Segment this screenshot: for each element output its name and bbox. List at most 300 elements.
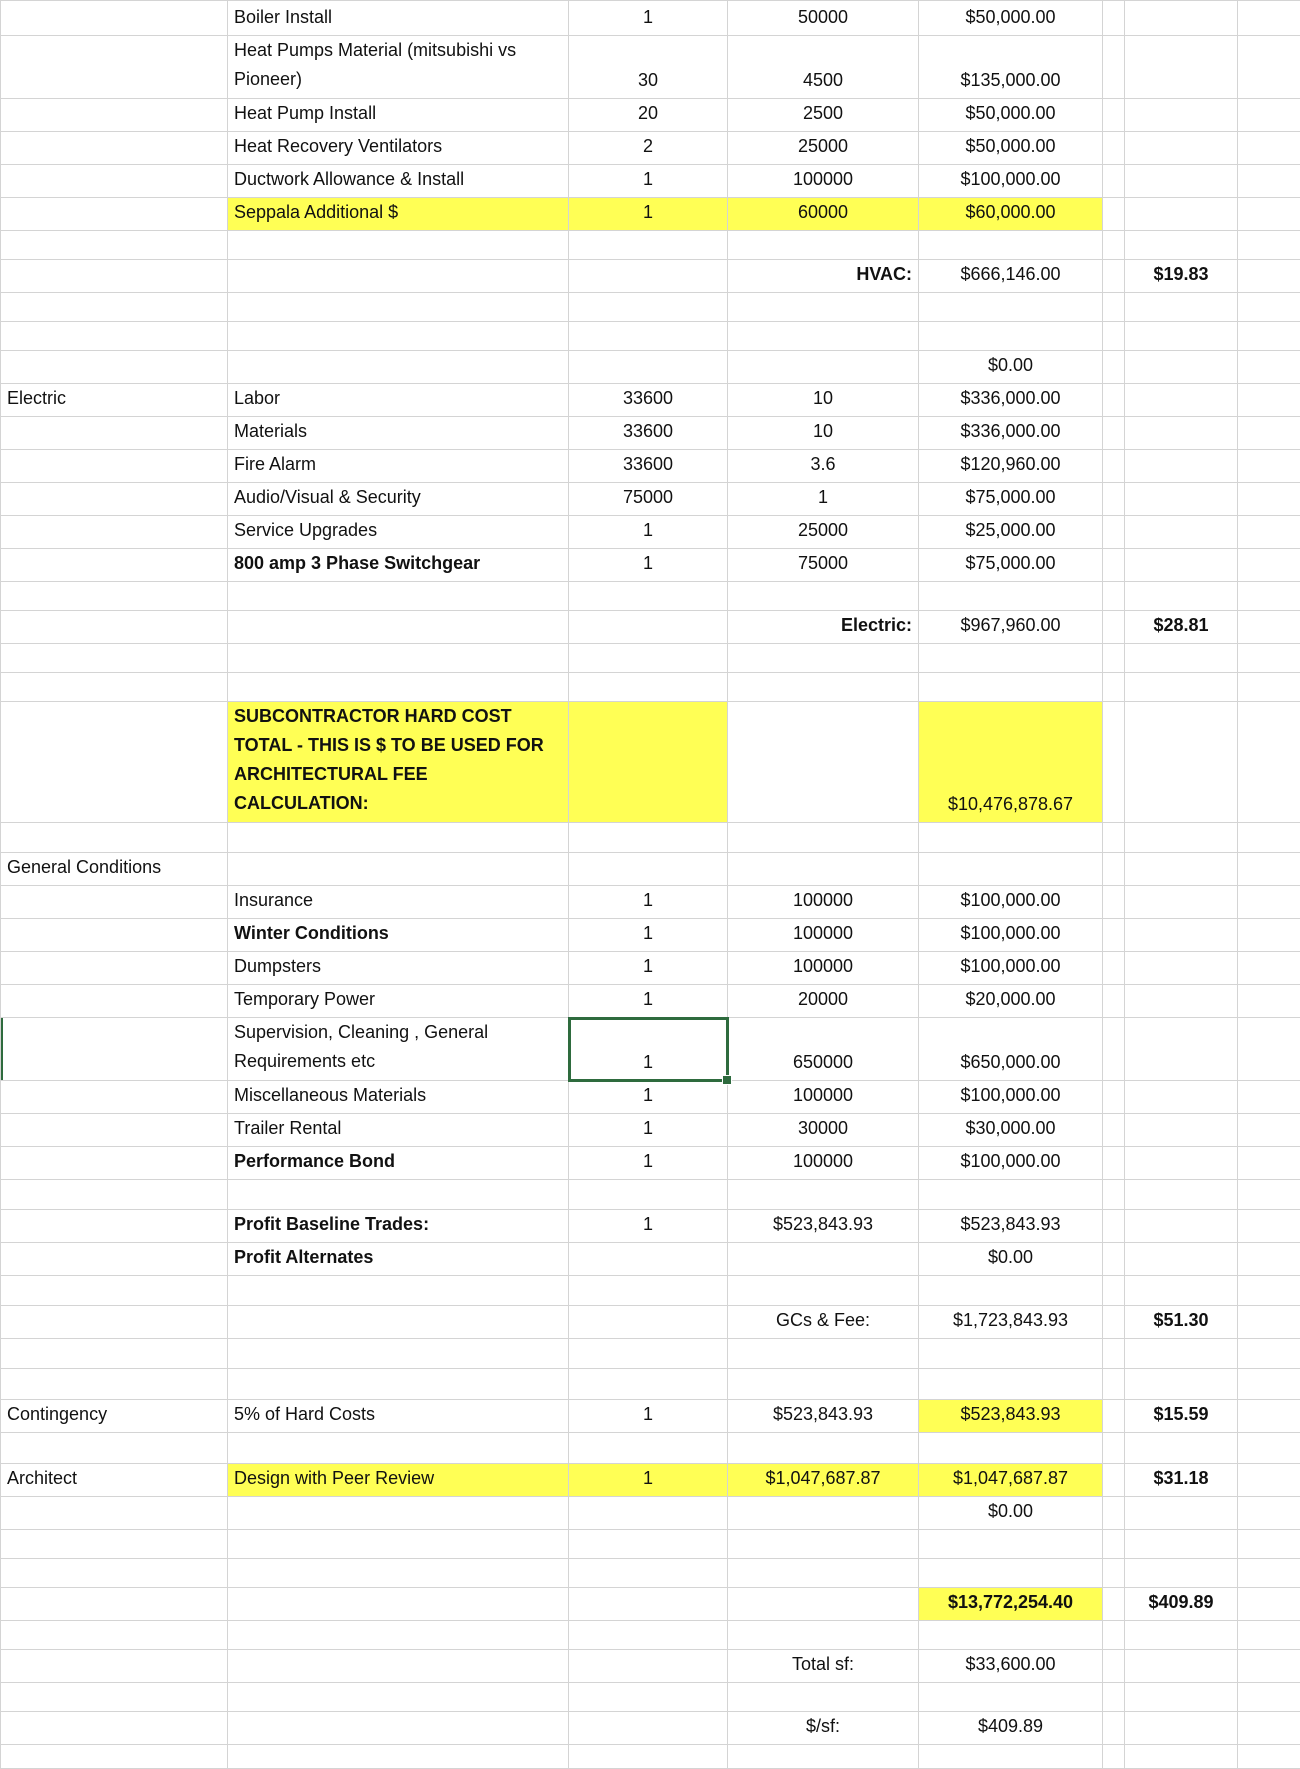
cell-h[interactable] <box>1238 450 1300 483</box>
cell-g[interactable] <box>1125 886 1238 919</box>
cell-g[interactable] <box>1125 644 1238 673</box>
cell-a[interactable] <box>1 823 228 853</box>
cell-c[interactable]: 20 <box>569 99 728 132</box>
cell-f[interactable] <box>1103 823 1125 853</box>
cell-a[interactable] <box>1 1588 228 1621</box>
cell-h[interactable] <box>1238 483 1300 516</box>
cell-d[interactable]: 4500 <box>728 36 919 99</box>
cell-e[interactable]: $75,000.00 <box>919 549 1103 582</box>
cell-a[interactable] <box>1 673 228 702</box>
cell-e[interactable]: $100,000.00 <box>919 1147 1103 1180</box>
cell-b[interactable] <box>228 1588 569 1621</box>
cell-c[interactable] <box>569 293 728 322</box>
cell-b[interactable] <box>228 1712 569 1745</box>
cell-g[interactable] <box>1125 1114 1238 1147</box>
cell-g[interactable] <box>1125 919 1238 952</box>
cell-d[interactable]: 3.6 <box>728 450 919 483</box>
cell-d[interactable] <box>728 673 919 702</box>
cell-g[interactable] <box>1125 1369 1238 1400</box>
cell-f[interactable] <box>1103 673 1125 702</box>
cell-e[interactable]: $100,000.00 <box>919 165 1103 198</box>
cell-b[interactable]: Design with Peer Review <box>228 1464 569 1497</box>
cell-a[interactable]: Architect <box>1 1464 228 1497</box>
cell-d[interactable] <box>728 1559 919 1588</box>
cell-b[interactable]: 800 amp 3 Phase Switchgear <box>228 549 569 582</box>
cell-e[interactable]: $10,476,878.67 <box>919 702 1103 823</box>
cell-c[interactable] <box>569 702 728 823</box>
cell-a[interactable] <box>1 1018 228 1081</box>
cell-a[interactable] <box>1 1712 228 1745</box>
cell-d[interactable]: 75000 <box>728 549 919 582</box>
cell-e[interactable]: $100,000.00 <box>919 886 1103 919</box>
cell-h[interactable] <box>1238 516 1300 549</box>
cell-d[interactable]: $523,843.93 <box>728 1210 919 1243</box>
cell-c[interactable] <box>569 1433 728 1464</box>
cell-d[interactable]: 25000 <box>728 132 919 165</box>
cell-e[interactable]: $336,000.00 <box>919 417 1103 450</box>
cell-a[interactable] <box>1 99 228 132</box>
cell-a[interactable] <box>1 1339 228 1369</box>
cell-e[interactable] <box>919 1559 1103 1588</box>
cell-d[interactable]: 2500 <box>728 99 919 132</box>
cell-e[interactable]: $100,000.00 <box>919 919 1103 952</box>
cell-f[interactable] <box>1103 384 1125 417</box>
cell-g[interactable] <box>1125 384 1238 417</box>
cell-f[interactable] <box>1103 1018 1125 1081</box>
cell-b[interactable] <box>228 1339 569 1369</box>
cell-d[interactable] <box>728 1339 919 1369</box>
cell-b[interactable] <box>228 582 569 611</box>
cell-g[interactable] <box>1125 1559 1238 1588</box>
cell-h[interactable] <box>1238 1210 1300 1243</box>
cell-b[interactable]: Profit Baseline Trades: <box>228 1210 569 1243</box>
cell-b[interactable] <box>228 1276 569 1306</box>
cell-b[interactable] <box>228 1559 569 1588</box>
cell-h[interactable] <box>1238 293 1300 322</box>
cell-c[interactable] <box>569 1683 728 1712</box>
cell-b[interactable]: SUBCONTRACTOR HARD COST TOTAL - THIS IS $ TO BE USED FOR ARCHITECTURAL FEE CALCULATION: <box>228 702 569 823</box>
cell-g[interactable] <box>1125 1621 1238 1650</box>
cell-b[interactable] <box>228 673 569 702</box>
cell-e[interactable]: $50,000.00 <box>919 132 1103 165</box>
cell-d[interactable]: 10 <box>728 384 919 417</box>
cell-d[interactable] <box>728 853 919 886</box>
cell-e[interactable]: $1,047,687.87 <box>919 1464 1103 1497</box>
cell-g[interactable] <box>1125 1243 1238 1276</box>
cell-e[interactable]: $25,000.00 <box>919 516 1103 549</box>
cell-h[interactable] <box>1238 1276 1300 1306</box>
cell-e[interactable] <box>919 293 1103 322</box>
cell-f[interactable] <box>1103 198 1125 231</box>
cell-c[interactable] <box>569 1650 728 1683</box>
cell-b[interactable] <box>228 351 569 384</box>
cell-h[interactable] <box>1238 644 1300 673</box>
cell-f[interactable] <box>1103 853 1125 886</box>
cell-b[interactable]: Performance Bond <box>228 1147 569 1180</box>
cell-f[interactable] <box>1103 1621 1125 1650</box>
cell-c[interactable]: 1 <box>569 1464 728 1497</box>
cell-a[interactable] <box>1 1497 228 1530</box>
cell-f[interactable] <box>1103 1114 1125 1147</box>
cell-e[interactable] <box>919 1276 1103 1306</box>
cell-d[interactable]: HVAC: <box>728 260 919 293</box>
cell-e[interactable]: $0.00 <box>919 351 1103 384</box>
cell-f[interactable] <box>1103 644 1125 673</box>
cell-c[interactable]: 1 <box>569 198 728 231</box>
cell-a[interactable] <box>1 611 228 644</box>
cell-a[interactable] <box>1 1210 228 1243</box>
cell-e[interactable] <box>919 853 1103 886</box>
cell-a[interactable] <box>1 1559 228 1588</box>
cell-b[interactable] <box>228 1530 569 1559</box>
cell-f[interactable] <box>1103 1276 1125 1306</box>
cell-f[interactable] <box>1103 611 1125 644</box>
cell-e[interactable]: $13,772,254.40 <box>919 1588 1103 1621</box>
cell-c[interactable]: 30 <box>569 36 728 99</box>
cell-c[interactable] <box>569 853 728 886</box>
cell-c[interactable] <box>569 1559 728 1588</box>
cell-e[interactable] <box>919 1745 1103 1769</box>
cell-d[interactable]: 60000 <box>728 198 919 231</box>
cell-e[interactable]: $666,146.00 <box>919 260 1103 293</box>
cell-b[interactable] <box>228 823 569 853</box>
cell-a[interactable] <box>1 1276 228 1306</box>
cell-f[interactable] <box>1103 417 1125 450</box>
cell-h[interactable] <box>1238 549 1300 582</box>
cell-b[interactable]: Labor <box>228 384 569 417</box>
cell-h[interactable] <box>1238 1018 1300 1081</box>
cell-h[interactable] <box>1238 231 1300 260</box>
cell-g[interactable] <box>1125 1210 1238 1243</box>
cell-c[interactable] <box>569 1745 728 1769</box>
cell-c[interactable]: 1 <box>569 1210 728 1243</box>
cell-g[interactable] <box>1125 198 1238 231</box>
cell-e[interactable]: $75,000.00 <box>919 483 1103 516</box>
cell-b[interactable] <box>228 1745 569 1769</box>
cell-c[interactable] <box>569 322 728 351</box>
cell-b[interactable]: Seppala Additional $ <box>228 198 569 231</box>
cell-e[interactable]: $967,960.00 <box>919 611 1103 644</box>
cell-h[interactable] <box>1238 1497 1300 1530</box>
cell-h[interactable] <box>1238 1745 1300 1769</box>
cell-f[interactable] <box>1103 1559 1125 1588</box>
cell-a[interactable] <box>1 132 228 165</box>
cell-c[interactable] <box>569 1243 728 1276</box>
cell-f[interactable] <box>1103 1306 1125 1339</box>
cell-a[interactable] <box>1 1433 228 1464</box>
cell-f[interactable] <box>1103 132 1125 165</box>
cell-f[interactable] <box>1103 1683 1125 1712</box>
cell-a[interactable] <box>1 165 228 198</box>
cell-e[interactable] <box>919 582 1103 611</box>
cell-b[interactable] <box>228 293 569 322</box>
cell-d[interactable] <box>728 1369 919 1400</box>
cell-g[interactable] <box>1125 1018 1238 1081</box>
cell-f[interactable] <box>1103 322 1125 351</box>
cell-f[interactable] <box>1103 1210 1125 1243</box>
cell-b[interactable]: Boiler Install <box>228 1 569 36</box>
cell-h[interactable] <box>1238 1433 1300 1464</box>
cell-f[interactable] <box>1103 1147 1125 1180</box>
cell-a[interactable] <box>1 1306 228 1339</box>
cell-h[interactable] <box>1238 198 1300 231</box>
cell-g[interactable] <box>1125 351 1238 384</box>
cell-c[interactable] <box>569 673 728 702</box>
cell-h[interactable] <box>1238 1588 1300 1621</box>
cell-d[interactable] <box>728 293 919 322</box>
cell-a[interactable] <box>1 1683 228 1712</box>
cell-h[interactable] <box>1238 351 1300 384</box>
cell-e[interactable]: $60,000.00 <box>919 198 1103 231</box>
cell-d[interactable] <box>728 322 919 351</box>
cell-g[interactable] <box>1125 1650 1238 1683</box>
cell-d[interactable]: 50000 <box>728 1 919 36</box>
cell-b[interactable]: Insurance <box>228 886 569 919</box>
cell-b[interactable]: Fire Alarm <box>228 450 569 483</box>
cell-c[interactable] <box>569 1306 728 1339</box>
cell-h[interactable] <box>1238 582 1300 611</box>
cell-e[interactable] <box>919 823 1103 853</box>
cell-c[interactable]: 1 <box>569 1 728 36</box>
cell-f[interactable] <box>1103 919 1125 952</box>
cell-f[interactable] <box>1103 1497 1125 1530</box>
cell-g[interactable] <box>1125 549 1238 582</box>
cell-g[interactable] <box>1125 952 1238 985</box>
cell-e[interactable] <box>919 1621 1103 1650</box>
cell-d[interactable]: Electric: <box>728 611 919 644</box>
cell-h[interactable] <box>1238 886 1300 919</box>
cell-a[interactable] <box>1 549 228 582</box>
cell-b[interactable]: 5% of Hard Costs <box>228 1400 569 1433</box>
cell-a[interactable] <box>1 293 228 322</box>
cell-e[interactable]: $336,000.00 <box>919 384 1103 417</box>
cell-f[interactable] <box>1103 516 1125 549</box>
cell-h[interactable] <box>1238 1147 1300 1180</box>
cell-e[interactable]: $409.89 <box>919 1712 1103 1745</box>
cell-c[interactable]: 1 <box>569 1400 728 1433</box>
cell-d[interactable]: 20000 <box>728 985 919 1018</box>
cell-f[interactable] <box>1103 1588 1125 1621</box>
cell-h[interactable] <box>1238 1369 1300 1400</box>
cell-f[interactable] <box>1103 1650 1125 1683</box>
cell-d[interactable] <box>728 351 919 384</box>
cell-d[interactable] <box>728 1745 919 1769</box>
cell-d[interactable] <box>728 1683 919 1712</box>
cell-c[interactable] <box>569 582 728 611</box>
cell-c[interactable]: 1 <box>569 165 728 198</box>
cell-a[interactable] <box>1 483 228 516</box>
cell-b[interactable] <box>228 1683 569 1712</box>
cell-d[interactable]: 1 <box>728 483 919 516</box>
cell-g[interactable] <box>1125 582 1238 611</box>
cell-c[interactable]: 75000 <box>569 483 728 516</box>
cell-b[interactable] <box>228 611 569 644</box>
cell-h[interactable] <box>1238 1650 1300 1683</box>
cell-b[interactable] <box>228 231 569 260</box>
cell-a[interactable] <box>1 231 228 260</box>
cell-e[interactable]: $100,000.00 <box>919 952 1103 985</box>
cell-c[interactable]: 1 <box>569 1081 728 1114</box>
cell-g[interactable]: $409.89 <box>1125 1588 1238 1621</box>
cell-c[interactable] <box>569 1712 728 1745</box>
cell-a[interactable] <box>1 1147 228 1180</box>
cell-h[interactable] <box>1238 99 1300 132</box>
cell-g[interactable] <box>1125 322 1238 351</box>
cell-f[interactable] <box>1103 702 1125 823</box>
cell-e[interactable] <box>919 1339 1103 1369</box>
cell-a[interactable] <box>1 1081 228 1114</box>
cell-e[interactable]: $135,000.00 <box>919 36 1103 99</box>
cell-d[interactable] <box>728 1621 919 1650</box>
cell-h[interactable] <box>1238 260 1300 293</box>
cell-d[interactable]: $523,843.93 <box>728 1400 919 1433</box>
cell-d[interactable]: $/sf: <box>728 1712 919 1745</box>
cell-b[interactable]: Trailer Rental <box>228 1114 569 1147</box>
cell-h[interactable] <box>1238 985 1300 1018</box>
cell-b[interactable]: Ductwork Allowance & Install <box>228 165 569 198</box>
cell-d[interactable] <box>728 1588 919 1621</box>
cell-a[interactable] <box>1 702 228 823</box>
cell-d[interactable] <box>728 1497 919 1530</box>
cell-g[interactable] <box>1125 516 1238 549</box>
cell-h[interactable] <box>1238 1400 1300 1433</box>
cell-b[interactable] <box>228 1650 569 1683</box>
cell-d[interactable]: 100000 <box>728 1081 919 1114</box>
cell-e[interactable]: $20,000.00 <box>919 985 1103 1018</box>
cell-c[interactable] <box>569 1588 728 1621</box>
cell-d[interactable]: 10 <box>728 417 919 450</box>
cell-a[interactable] <box>1 1369 228 1400</box>
cell-e[interactable] <box>919 1530 1103 1559</box>
cell-b[interactable]: Dumpsters <box>228 952 569 985</box>
cell-b[interactable] <box>228 1306 569 1339</box>
cell-d[interactable] <box>728 702 919 823</box>
cell-f[interactable] <box>1103 260 1125 293</box>
cell-f[interactable] <box>1103 293 1125 322</box>
cell-h[interactable] <box>1238 1306 1300 1339</box>
cell-g[interactable] <box>1125 1683 1238 1712</box>
cell-b[interactable] <box>228 1180 569 1210</box>
cell-d[interactable]: 30000 <box>728 1114 919 1147</box>
cell-b[interactable]: Heat Recovery Ventilators <box>228 132 569 165</box>
cell-a[interactable] <box>1 1745 228 1769</box>
cell-a[interactable]: Contingency <box>1 1400 228 1433</box>
cell-b[interactable] <box>228 260 569 293</box>
cell-a[interactable] <box>1 644 228 673</box>
cell-e[interactable]: $50,000.00 <box>919 1 1103 36</box>
cell-f[interactable] <box>1103 450 1125 483</box>
cell-g[interactable] <box>1125 1745 1238 1769</box>
cell-a[interactable] <box>1 919 228 952</box>
cell-b[interactable] <box>228 853 569 886</box>
cell-a[interactable] <box>1 516 228 549</box>
cell-c[interactable] <box>569 231 728 260</box>
cell-e[interactable] <box>919 322 1103 351</box>
cell-g[interactable]: $15.59 <box>1125 1400 1238 1433</box>
cell-a[interactable] <box>1 36 228 99</box>
cell-g[interactable] <box>1125 673 1238 702</box>
cell-f[interactable] <box>1103 99 1125 132</box>
cell-f[interactable] <box>1103 1530 1125 1559</box>
cell-c[interactable]: 1 <box>569 985 728 1018</box>
cell-f[interactable] <box>1103 582 1125 611</box>
cell-d[interactable]: 100000 <box>728 919 919 952</box>
cell-b[interactable]: Profit Alternates <box>228 1243 569 1276</box>
cell-a[interactable] <box>1 952 228 985</box>
cell-h[interactable] <box>1238 322 1300 351</box>
cell-b[interactable]: Service Upgrades <box>228 516 569 549</box>
cell-c[interactable] <box>569 1339 728 1369</box>
cell-g[interactable] <box>1125 1339 1238 1369</box>
cell-g[interactable] <box>1125 1 1238 36</box>
cell-d[interactable] <box>728 1530 919 1559</box>
cell-g[interactable] <box>1125 1497 1238 1530</box>
cell-g[interactable] <box>1125 823 1238 853</box>
cell-e[interactable]: $50,000.00 <box>919 99 1103 132</box>
cell-e[interactable]: $523,843.93 <box>919 1400 1103 1433</box>
cell-e[interactable] <box>919 1180 1103 1210</box>
cell-d[interactable] <box>728 231 919 260</box>
cell-a[interactable]: Electric <box>1 384 228 417</box>
cell-d[interactable] <box>728 823 919 853</box>
cell-e[interactable] <box>919 644 1103 673</box>
cell-b[interactable] <box>228 644 569 673</box>
cell-a[interactable] <box>1 582 228 611</box>
cell-b[interactable] <box>228 1621 569 1650</box>
cell-e[interactable]: $1,723,843.93 <box>919 1306 1103 1339</box>
cell-g[interactable]: $31.18 <box>1125 1464 1238 1497</box>
cell-g[interactable] <box>1125 1180 1238 1210</box>
cell-b[interactable]: Miscellaneous Materials <box>228 1081 569 1114</box>
cell-g[interactable] <box>1125 99 1238 132</box>
cell-c[interactable]: 1 <box>569 886 728 919</box>
cell-a[interactable] <box>1 260 228 293</box>
cell-b[interactable]: Heat Pumps Material (mitsubishi vs Pioneer) <box>228 36 569 99</box>
cell-e[interactable]: $650,000.00 <box>919 1018 1103 1081</box>
cell-e[interactable]: $523,843.93 <box>919 1210 1103 1243</box>
cell-h[interactable] <box>1238 673 1300 702</box>
cell-e[interactable]: $0.00 <box>919 1497 1103 1530</box>
cell-c[interactable] <box>569 351 728 384</box>
cell-c[interactable]: 1 <box>569 1114 728 1147</box>
cell-g[interactable] <box>1125 853 1238 886</box>
cell-e[interactable]: $100,000.00 <box>919 1081 1103 1114</box>
cell-d[interactable] <box>728 582 919 611</box>
cell-h[interactable] <box>1238 702 1300 823</box>
cell-c[interactable]: 33600 <box>569 417 728 450</box>
cell-c[interactable]: 1 <box>569 1147 728 1180</box>
cell-a[interactable] <box>1 1621 228 1650</box>
cell-b[interactable] <box>228 1497 569 1530</box>
cell-f[interactable] <box>1103 1712 1125 1745</box>
cell-g[interactable] <box>1125 1276 1238 1306</box>
cell-h[interactable] <box>1238 1 1300 36</box>
cell-g[interactable] <box>1125 231 1238 260</box>
cell-e[interactable] <box>919 1369 1103 1400</box>
cell-a[interactable] <box>1 1180 228 1210</box>
cell-h[interactable] <box>1238 1114 1300 1147</box>
cell-f[interactable] <box>1103 165 1125 198</box>
cell-b[interactable]: Temporary Power <box>228 985 569 1018</box>
cell-d[interactable] <box>728 1243 919 1276</box>
cell-a[interactable] <box>1 351 228 384</box>
cell-e[interactable] <box>919 673 1103 702</box>
cell-e[interactable] <box>919 231 1103 260</box>
cell-h[interactable] <box>1238 853 1300 886</box>
cell-a[interactable]: General Conditions <box>1 853 228 886</box>
cell-d[interactable]: 100000 <box>728 952 919 985</box>
cell-c[interactable] <box>569 1530 728 1559</box>
